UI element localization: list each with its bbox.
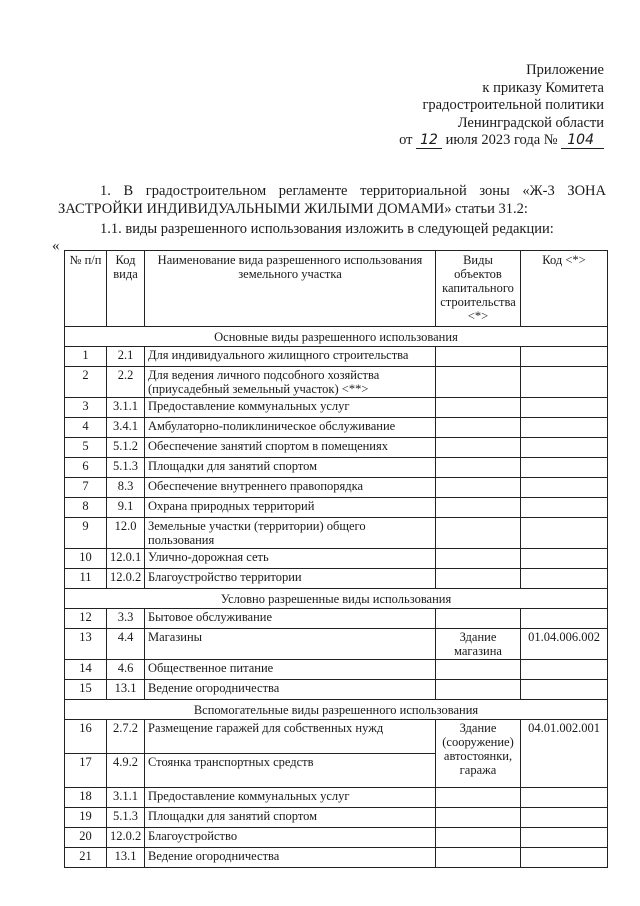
header-date-line [399, 132, 604, 150]
row-object-code [521, 680, 608, 700]
row-code: 5.1.3 [107, 458, 145, 478]
row-object-code: 01.04.006.002 [521, 629, 608, 660]
row-number: 13 [65, 629, 107, 660]
row-name: Ведение огородничества [145, 848, 436, 868]
row-code: 5.1.2 [107, 438, 145, 458]
row-number: 3 [65, 398, 107, 418]
row-object-code [521, 569, 608, 589]
row-code: 2.2 [107, 367, 145, 398]
row-object [436, 680, 521, 700]
paragraph-1-line-2: ЗАСТРОЙКИ ИНДИВИДУАЛЬНЫМИ ЖИЛЫМИ ДОМАМИ» статьи 31.2: [58, 201, 528, 217]
row-object-code [521, 518, 608, 549]
table-row [65, 367, 608, 398]
row-name: Площадки для занятий спортом [145, 808, 436, 828]
table-row [65, 569, 608, 589]
section-row [65, 327, 608, 347]
row-number: 14 [65, 660, 107, 680]
row-object-code [521, 398, 608, 418]
row-code: 2.7.2 [107, 720, 145, 754]
row-name: Предоставление коммунальных услуг [145, 788, 436, 808]
row-number: 15 [65, 680, 107, 700]
col-number-header: № п/п [65, 251, 107, 327]
table-row [65, 347, 608, 367]
row-object-code [521, 828, 608, 848]
row-code: 3.4.1 [107, 418, 145, 438]
row-name: Для индивидуального жилищного строительства [145, 347, 436, 367]
date-middle: июля 2023 года № [445, 132, 558, 148]
row-number: 7 [65, 478, 107, 498]
row-name: Обеспечение внутреннего правопорядка [145, 478, 436, 498]
col-objects-header: Виды объектов капитального строительства <*> [436, 251, 521, 327]
row-object [436, 569, 521, 589]
appendix-header [399, 62, 604, 150]
row-object-code [521, 367, 608, 398]
date-prefix: от [399, 132, 413, 148]
row-number: 12 [65, 609, 107, 629]
row-code: 12.0 [107, 518, 145, 549]
table-row [65, 629, 608, 660]
row-code: 12.0.2 [107, 828, 145, 848]
row-object [436, 848, 521, 868]
row-object-code [521, 438, 608, 458]
table-row [65, 458, 608, 478]
table-row [65, 720, 608, 754]
row-code: 3.1.1 [107, 398, 145, 418]
row-number: 20 [65, 828, 107, 848]
header-line-2: к приказу Комитета [482, 79, 604, 96]
row-object [436, 609, 521, 629]
row-code: 12.0.1 [107, 549, 145, 569]
section-row [65, 589, 608, 609]
section-row [65, 700, 608, 720]
table-row [65, 398, 608, 418]
section-title: Основные виды разрешенного использования [65, 327, 608, 347]
row-number: 11 [65, 569, 107, 589]
row-name: Ведение огородничества [145, 680, 436, 700]
row-object [436, 660, 521, 680]
row-number: 5 [65, 438, 107, 458]
row-object [436, 398, 521, 418]
row-name: Размещение гаражей для собственных нужд [145, 720, 436, 754]
row-name: Для ведения личного подсобного хозяйства (приусадебный земельный участок) <**> [145, 367, 436, 398]
row-object [436, 347, 521, 367]
row-number: 6 [65, 458, 107, 478]
row-name: Общественное питание [145, 660, 436, 680]
row-number: 18 [65, 788, 107, 808]
row-code: 4.9.2 [107, 754, 145, 788]
table-row [65, 498, 608, 518]
row-name: Охрана природных территорий [145, 498, 436, 518]
table-row [65, 808, 608, 828]
row-name: Предоставление коммунальных услуг [145, 398, 436, 418]
row-code: 2.1 [107, 347, 145, 367]
table-row [65, 609, 608, 629]
row-object [436, 458, 521, 478]
row-object [436, 367, 521, 398]
row-object [436, 808, 521, 828]
row-object [436, 438, 521, 458]
land-use-table [64, 250, 608, 868]
row-object-code [521, 458, 608, 478]
row-object-code [521, 478, 608, 498]
row-number: 4 [65, 418, 107, 438]
row-object-code [521, 549, 608, 569]
row-number: 16 [65, 720, 107, 754]
table-row [65, 438, 608, 458]
row-code: 13.1 [107, 848, 145, 868]
row-number: 10 [65, 549, 107, 569]
table-row [65, 518, 608, 549]
row-object [436, 418, 521, 438]
row-name: Стоянка транспортных средств [145, 754, 436, 788]
row-number: 2 [65, 367, 107, 398]
row-number: 1 [65, 347, 107, 367]
row-name: Благоустройство [145, 828, 436, 848]
col-objcode-header: Код <*> [521, 251, 608, 327]
table-row [65, 788, 608, 808]
row-number: 21 [65, 848, 107, 868]
header-line-4: Ленинградской области [457, 114, 604, 131]
row-object-code: 04.01.002.001 [521, 720, 608, 788]
row-name: Магазины [145, 629, 436, 660]
row-name: Амбулаторно-поликлиническое обслуживание [145, 418, 436, 438]
row-object-code [521, 788, 608, 808]
row-code: 5.1.3 [107, 808, 145, 828]
row-code: 3.1.1 [107, 788, 145, 808]
row-code: 4.6 [107, 660, 145, 680]
row-code: 13.1 [107, 680, 145, 700]
table-header-row [65, 251, 608, 327]
table-row [65, 549, 608, 569]
row-name: Благоустройство территории [145, 569, 436, 589]
row-number: 17 [65, 754, 107, 788]
header-line-3: градостроительной политики [422, 97, 604, 113]
section-title: Условно разрешенные виды использования [65, 589, 608, 609]
row-name: Улично-дорожная сеть [145, 549, 436, 569]
row-object-code [521, 609, 608, 629]
row-object-code [521, 660, 608, 680]
section-title: Вспомогательные виды разрешенного использования [65, 700, 608, 720]
row-number: 19 [65, 808, 107, 828]
row-number: 8 [65, 498, 107, 518]
row-object-code [521, 848, 608, 868]
opening-quote: « [52, 238, 60, 254]
header-line-1: Приложение [526, 62, 604, 78]
paragraph-1-line-1: 1. В градостроительном регламенте территориальной зоны «Ж-3 ЗОНА [100, 183, 606, 199]
row-name: Бытовое обслуживание [145, 609, 436, 629]
row-object-code [521, 347, 608, 367]
row-name: Земельные участки (территории) общего пользования [145, 518, 436, 549]
row-object-code [521, 498, 608, 518]
table-row [65, 660, 608, 680]
table-row [65, 848, 608, 868]
row-name: Обеспечение занятий спортом в помещениях [145, 438, 436, 458]
row-object: Здание (сооружение) автостоянки, гаража [436, 720, 521, 788]
col-code-header: Код вида [107, 251, 145, 327]
handwritten-number: 104 [561, 133, 604, 149]
row-code: 9.1 [107, 498, 145, 518]
table-row [65, 680, 608, 700]
col-name-header: Наименование вида разрешенного использования земельного участка [145, 251, 436, 327]
row-code: 12.0.2 [107, 569, 145, 589]
table-row [65, 478, 608, 498]
row-object [436, 549, 521, 569]
row-name: Площадки для занятий спортом [145, 458, 436, 478]
handwritten-day: 12 [416, 133, 442, 149]
paragraph-2: 1.1. виды разрешенного использования изложить в следующей редакции: [100, 221, 554, 237]
row-object [436, 518, 521, 549]
row-code: 4.4 [107, 629, 145, 660]
row-code: 8.3 [107, 478, 145, 498]
row-code: 3.3 [107, 609, 145, 629]
table-row [65, 828, 608, 848]
row-object [436, 478, 521, 498]
table-row [65, 418, 608, 438]
row-object: Здание магазина [436, 629, 521, 660]
row-object [436, 498, 521, 518]
row-object [436, 828, 521, 848]
row-object [436, 788, 521, 808]
row-object-code [521, 418, 608, 438]
row-object-code [521, 808, 608, 828]
row-number: 9 [65, 518, 107, 549]
